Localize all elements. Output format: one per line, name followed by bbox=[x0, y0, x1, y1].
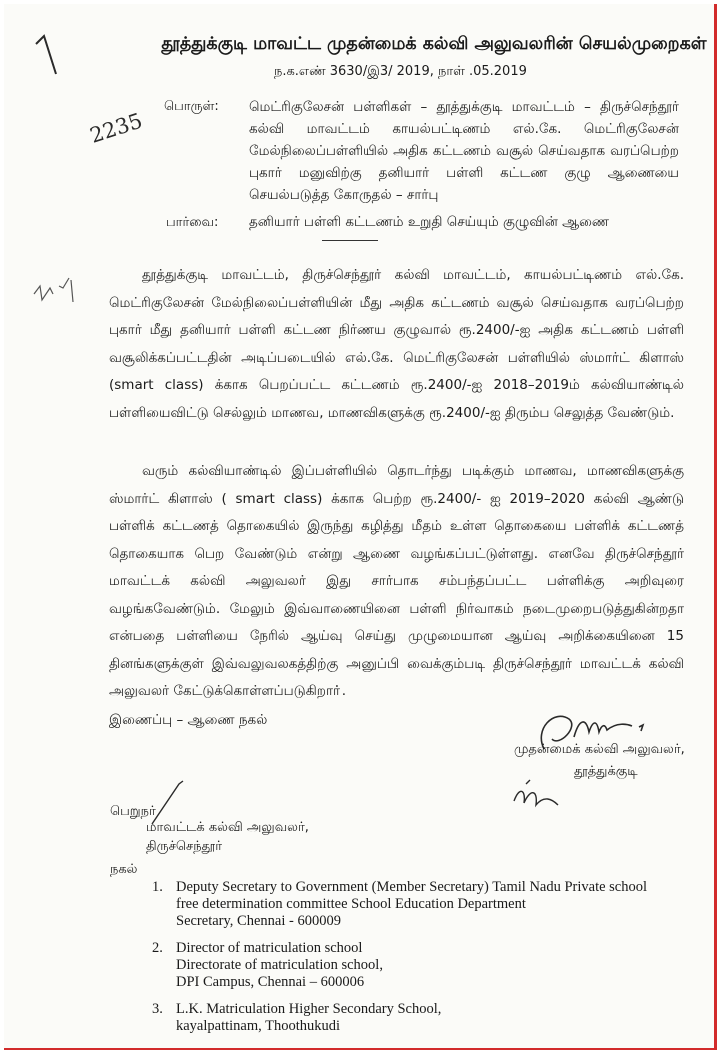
copy-item-line: kayalpattinam, Thoothukudi bbox=[176, 1018, 341, 1034]
reference-text: தனியார் பள்ளி கட்டணம் உறுதி செய்யும் குழுவின் ஆணை bbox=[249, 214, 610, 230]
copy-item-line: Directorate of matriculation school, bbox=[176, 957, 383, 973]
handwritten-number-one bbox=[36, 36, 56, 74]
copy-label: நகல் bbox=[110, 862, 138, 877]
copy-item bbox=[152, 879, 712, 930]
copy-item-line: Deputy Secretary to Government (Member Secretary) Tamil Nadu Private school bbox=[176, 879, 648, 895]
reference-number: ந.க.எண் 3630/இ3/ 2019, நாள் .05.2019 bbox=[274, 64, 527, 79]
copy-item-line: DPI Campus, Chennai – 600006 bbox=[176, 974, 365, 990]
document-page bbox=[4, 4, 717, 1050]
copy-item-line: Secretary, Chennai - 600009 bbox=[176, 913, 341, 929]
margin-scribble bbox=[34, 278, 73, 302]
copy-item-line: Director of matriculation school bbox=[176, 940, 363, 956]
recipient-line-2: திருச்செந்தூர் bbox=[146, 839, 223, 854]
copy-item bbox=[152, 1001, 712, 1035]
subject-label: பொருள்: bbox=[164, 99, 219, 114]
copy-item-line: free determination committee School Education Department bbox=[176, 896, 526, 912]
subject-text: மெட்ரிகுலேசன் பள்ளிகள் – தூத்துக்குடி மாவட்டம் – திருச்செந்தூர் கல்வி மாவட்டம் காயல்பட்டிணம் எல்.கே. மெட்ரிகுலேசன் மேல்நிலைப்பள்ளியில் அதிக கட்டணம் வசூல் செய்வதாக வரப்பெற்ற புகார் மனுவிற்கு தனியார் பள்ளி கட்டண குழு ஆணையை செயல்படுத்த கோருதல் – சார்பு bbox=[249, 99, 679, 203]
signatory-place: தூத்துக்குடி bbox=[574, 764, 638, 779]
enclosure-note: இணைப்பு – ஆணை நகல் bbox=[109, 712, 268, 728]
copy-item-number: 2. bbox=[152, 940, 163, 956]
copy-list bbox=[152, 879, 712, 1045]
body-paragraph-2: வரும் கல்வியாண்டில் இப்பள்ளியில் தொடர்ந்து படிக்கும் மாணவ, மாணவிகளுக்கு ஸ்மார்ட் கிளாஸ் ( smart class) க்காக பெற்ற ரூ.2400/- ஐ 2019–2020 கல்வி ஆண்டு பள்ளிக் கட்டணத் தொகையில் இருந்து கழித்து மீதம் உள்ள தொகையை பள்ளிக் கட்டணத் தொகையாக பெற வேண்டும் என்று ஆணை வழங்கப்பட்டுள்ளது. எனவே திருச்செந்தூர் மாவட்டக் கல்வி அலுவலர் இது சார்பாக சம்பந்தப்பட்ட பள்ளிக்கு அறிவுரை வழங்கவேண்டும். மேலும் இவ்வாணையினை பள்ளி நிர்வாகம் நடைமுறைபடுத்துகின்றதா என்பதை பள்ளியை நேரில் ஆய்வு செய்து முழுமையான ஆய்வு அறிக்கையினை 15 தினங்களுக்குள் இவ்வலுவலகத்திற்கு அனுப்பி வைக்கும்படி திருச்செந்தூர் மாவட்டக் கல்வி அலுவலர் கேட்டுக்கொள்ளப்படுகிறாா். bbox=[109, 463, 684, 699]
document-title: தூத்துக்குடி மாவட்ட முதன்மைக் கல்வி அலுவலரின் செயல்முறைகள் bbox=[161, 34, 707, 54]
initials-scribble bbox=[504, 776, 584, 816]
copy-item-number: 1. bbox=[152, 879, 163, 895]
recipient-label: பெறுநர் bbox=[110, 804, 156, 819]
copy-item-line: L.K. Matriculation Higher Secondary School, bbox=[176, 1001, 442, 1017]
reference-label: பார்வை: bbox=[166, 215, 219, 230]
inward-number: 2235 bbox=[86, 108, 146, 148]
copy-item-number: 3. bbox=[152, 1001, 163, 1017]
signatory-designation: முதன்மைக் கல்வி அலுவலர், bbox=[514, 742, 685, 757]
copy-item bbox=[152, 940, 712, 991]
divider bbox=[322, 240, 378, 241]
recipient-line-1: மாவட்டக் கல்வி அலுவலர், bbox=[146, 820, 309, 835]
signature-scribble bbox=[524, 699, 684, 774]
body-paragraph-1: தூத்துக்குடி மாவட்டம், திருச்செந்தூர் கல்வி மாவட்டம், காயல்பட்டிணம் எல்.கே. மெட்ரிகுலேசன் மேல்நிலைப்பள்ளியின் மீது அதிக கட்டணம் வசூல் செய்வதாக வரப்பெற்ற புகார் மீது தனியார் பள்ளி கட்டண நிர்ணய குழுவால் ரூ.2400/-ஐ அதிக கட்டணம் பள்ளி வசூலிக்கப்பட்டதின் அடிப்படையில் எல்.கே. மெட்ரிகுலேசன் பள்ளியில் ஸ்மார்ட் கிளாஸ் (smart class) க்காக பெறப்பட்ட கட்டணம் ரூ.2400/-ஐ 2018–2019ம் கல்வியாண்டில் பள்ளியைவிட்டு செல்லும் மாணவ, மாணவிகளுக்கு ரூ.2400/-ஐ திரும்ப செலுத்த வேண்டும். bbox=[109, 267, 684, 421]
